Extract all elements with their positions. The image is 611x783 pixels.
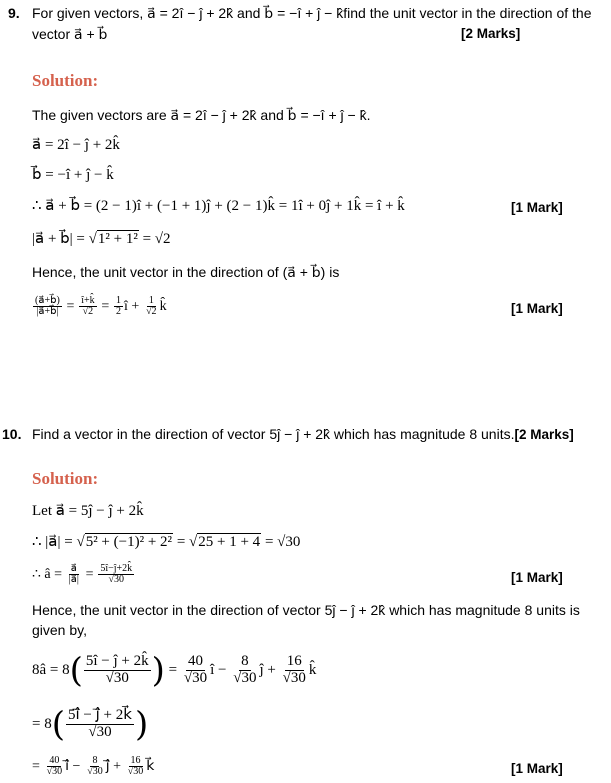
q10-marks: [2 Marks]: [514, 427, 574, 442]
q9-frac-a-plus-b: $\frac{(a⃗+b⃗)}{|a⃗+b⃗|}$: [35, 294, 60, 318]
q9-number: 9.: [8, 5, 20, 21]
q10-question-text: [32, 425, 574, 444]
q10-line1: Let a⃗ = 5ĵ − ĵ + 2k̂: [32, 503, 144, 519]
q10-line4: Hence, the unit vector in the direction of vector 5ĵ − ĵ + 2k̂ which has magnitude 8 units is: [32, 602, 580, 618]
q10-line6-rparen: ): [134, 704, 149, 745]
q10-line5-rparen: ): [151, 650, 165, 691]
q9-line2: a⃗ = 2î − ĵ + 2k̂: [32, 137, 120, 153]
q10-line7-r2-tail: ĵ⃗ +: [105, 759, 121, 774]
q9-eq2: =: [101, 299, 110, 314]
q9-frac-1-root2: $\frac{1}{√2}$: [146, 294, 157, 318]
q10-line2-radicand2: 25 + 1 + 4: [198, 534, 261, 550]
q10-line6-paren-frac: $\frac{5î⃗ - ĵ⃗ + 2k⃗}{√30}$: [67, 707, 132, 741]
q10-question-body: Find a vector in the direction of vector 5ĵ − ĵ + 2k̂ which has magnitude 8 units.: [32, 426, 515, 442]
q9-frac-half: $\frac{1}{2}$: [116, 294, 122, 318]
q10-line5-q3-tail: k̂: [308, 662, 317, 678]
q9-line7-marks: [1 Mark]: [511, 301, 563, 316]
q10-line5-frac-16: $\frac{16}{√30}$: [282, 653, 306, 687]
q9-question-text: For given vectors, a⃗ = 2î − ĵ + 2k̂ and b⃗ = −î + ĵ − k̂find the unit vector in the direction of the: [32, 5, 592, 21]
q10-line2: [32, 533, 300, 551]
q10-line3-marks: [1 Mark]: [511, 570, 563, 585]
q10-line7-eq: =: [32, 759, 40, 774]
q9-frac-i-plus-k: $\frac{î+k̂}{√2}$: [81, 294, 95, 318]
q9-eq1: =: [66, 299, 75, 314]
q10-line5-frac-8: $\frac{8}{√30}$: [233, 653, 257, 687]
q9-line5-radicand: 1² + 1²: [97, 231, 138, 247]
q10-line5-frac-40: $\frac{40}{√30}$: [183, 653, 208, 687]
q10-line7-marks: [1 Mark]: [511, 761, 563, 776]
q9-solution-label: Solution:: [32, 71, 99, 90]
q10-line5-lhs: 8â = 8: [32, 662, 70, 678]
q9-question-text-line2: vector a⃗ + b⃗: [32, 26, 108, 42]
q10-line7: [32, 752, 154, 781]
q10-line2-mid: = √: [176, 534, 198, 550]
q10-line4b: given by,: [32, 622, 87, 638]
q9-line5: [32, 230, 171, 248]
q9-unit-vector-expression: [32, 292, 167, 321]
q10-line7-frac-40: $\frac{40}{√30}$: [46, 754, 63, 778]
q10-line5-q2-tail: ĵ +: [259, 662, 276, 678]
q10-line3-lhs: ∴ â =: [32, 567, 63, 582]
q10-line2-rhs: = √30: [264, 534, 301, 550]
q10-line5: [32, 648, 316, 692]
q9-line3: b⃗ = −î + ĵ − k̂: [32, 167, 114, 183]
q10-frac-vector-over-root30: $\frac{5î-ĵ+2k̂}{√30}$: [100, 562, 133, 586]
q10-line5-eq: =: [168, 662, 178, 678]
q10-line5-q1-tail: î −: [210, 662, 227, 678]
q10-line7-frac-16: $\frac{16}{√30}$: [127, 754, 144, 778]
q10-line7-r1-tail: î⃗ −: [65, 759, 81, 774]
q10-line7-r3-tail: k⃗: [146, 759, 155, 774]
q9-line6: Hence, the unit vector in the direction of (a⃗ + b⃗) is: [32, 264, 340, 280]
q10-line3-eq: =: [85, 567, 94, 582]
q9-marks: [2 Marks]: [461, 26, 521, 41]
q9-line1: The given vectors are a⃗ = 2î − ĵ + 2k̂ and b⃗ = −î + ĵ − k̂.: [32, 107, 371, 123]
q9-line4-marks: [1 Mark]: [511, 200, 563, 215]
q10-line6: [32, 702, 148, 746]
q10-line6-lparen: (: [51, 704, 65, 745]
q10-solution-label: Solution:: [32, 469, 99, 488]
q9-line5-rhs: = √2: [142, 231, 171, 247]
q10-line2-lhs: ∴ |a⃗| = √: [32, 534, 85, 550]
q10-frac-a-over-norm: $\frac{a⃗}{|a⃗|}$: [68, 562, 79, 586]
q10-line5-paren-frac: $\frac{5î - ĵ + 2k̂}{√30}$: [85, 653, 149, 687]
q9-tail: k̂: [159, 299, 167, 314]
q10-line6-lhs: = 8: [32, 716, 52, 732]
q10-number: 10.: [2, 426, 22, 442]
q9-mid: î +: [124, 299, 140, 314]
q10-line7-frac-8: $\frac{8}{√30}$: [87, 754, 103, 778]
q10-line2-radicand1: 5² + (−1)² + 2²: [85, 534, 173, 550]
q10-line3: [32, 560, 135, 589]
q10-line5-lparen: (: [69, 650, 83, 691]
q9-line5-lhs: |a⃗ + b⃗| = √: [32, 231, 97, 247]
q9-line4: ∴ a⃗ + b⃗ = (2 − 1)î + (−1 + 1)ĵ + (2 − 1)k̂ = 1î + 0ĵ + 1k̂ = î + k̂: [32, 198, 405, 214]
